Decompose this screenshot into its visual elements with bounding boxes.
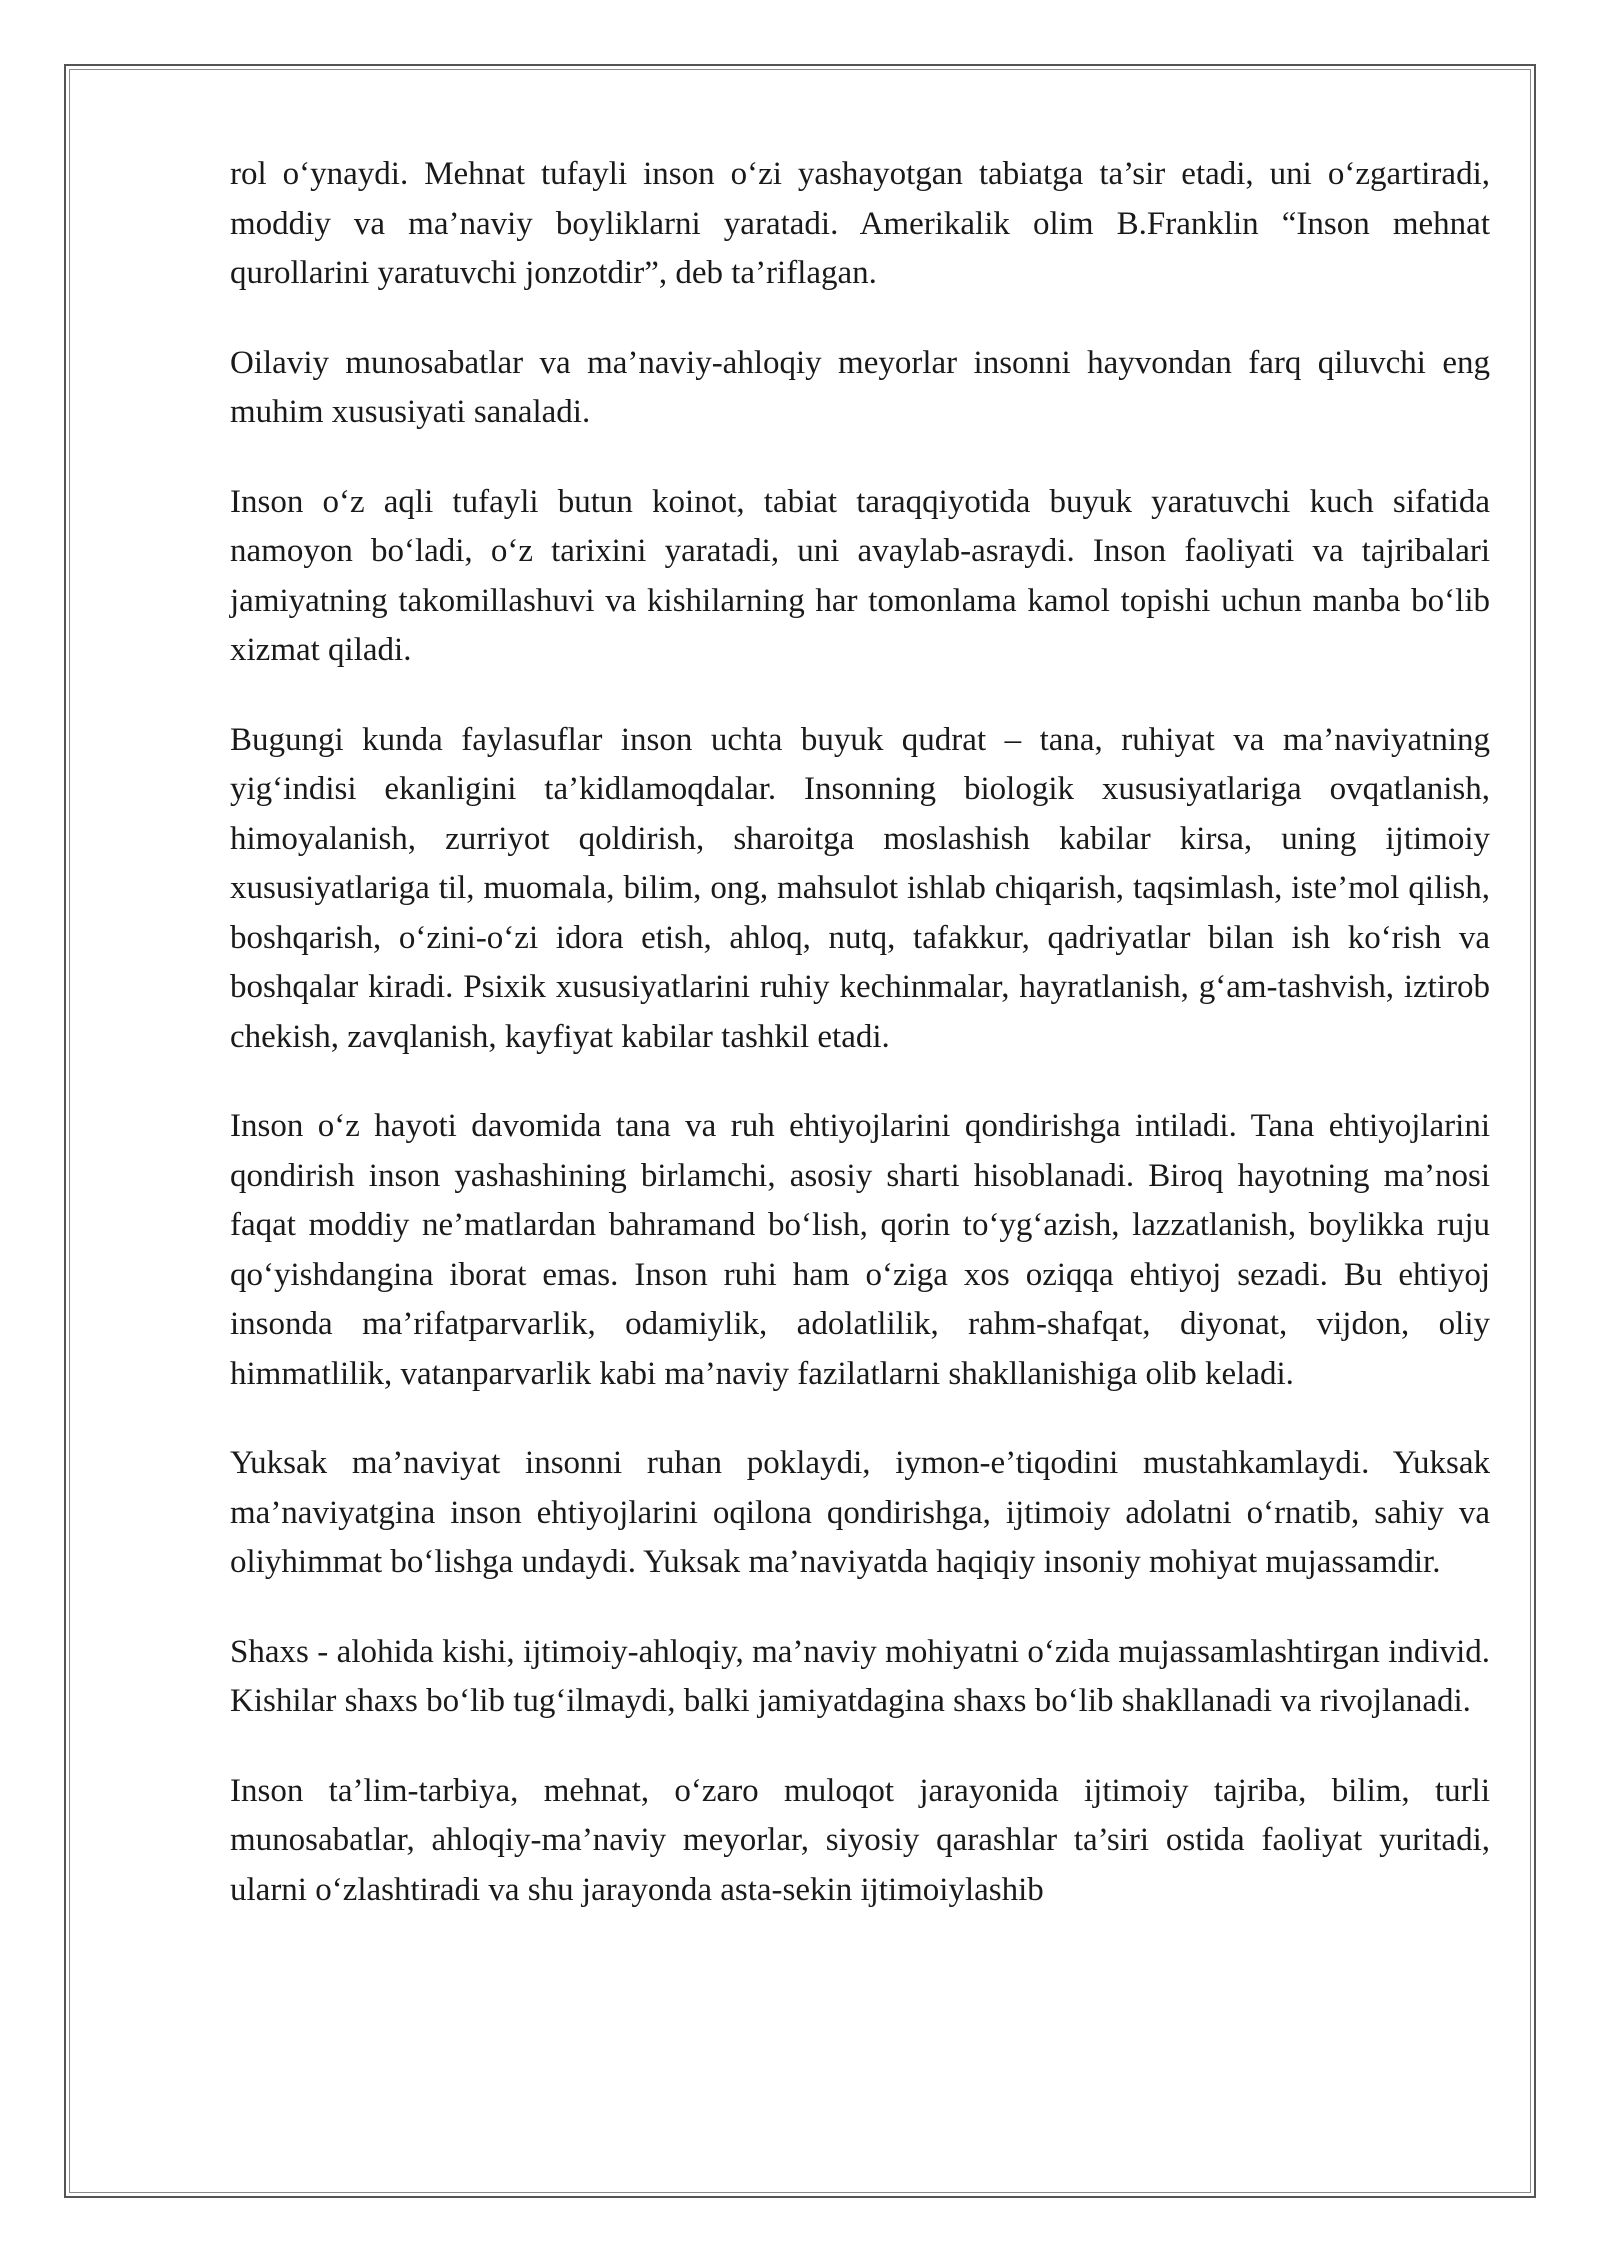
paragraph-3: Inson o‘z aqli tufayli butun koinot, tabiat taraqqiyotida buyuk yaratuvchi kuch sifatida namoyon bo‘ladi, o‘z tarixini yaratadi, uni avaylab-asraydi. Inson faoliyati va tajribalari jamiyatning takomillashuvi va kishilarning har tomonlama kamol topishi uchun manba bo‘lib xizmat qiladi. [230, 483, 1490, 668]
paragraph-1: rol o‘ynaydi. Mehnat tufayli inson o‘zi yashayotgan tabiatga ta’sir etadi, uni o‘zgartiradi, moddiy va ma’naviy boyliklarni yaratadi. Amerikalik olim B.Franklin “Inson mehnat qurollarini yaratuvchi jonzotdir”, deb ta’riflagan. [230, 156, 1490, 291]
paragraph-4: Bugungi kunda faylasuflar inson uchta buyuk qudrat – tana, ruhiyat va ma’naviyatning yig‘indisi ekanligini ta’kidlamoqdalar. Insonning biologik xususiyatlariga ovqatlanish, himoyalanish, zurriyot qoldirish, sharoitga moslashish kabilar kirsa, uning ijtimoiy xususiyatlariga til, muomala, bilim, ong, mahsulot ishlab chiqarish, taqsimlash, iste’mol qilish, boshqarish, o‘zini-o‘zi idora etish, ahloq, nutq, tafakkur, qadriyatlar bilan ish ko‘rish va boshqalar kiradi. Psixik xususiyatlarini ruhiy kechinmalar, hayratlanish, g‘am-tashvish, iztirob chekish, zavqlanish, kayfiyat kabilar tashkil etadi. [230, 721, 1490, 1055]
paragraph-6: Yuksak ma’naviyat insonni ruhan poklaydi, iymon-e’tiqodini mustahkamlaydi. Yuksak ma’naviyatgina inson ehtiyojlarini oqilona qondirishga, ijtimoiy adolatni o‘rnatib, sahiy va oliyhimmat bo‘lishga undaydi. Yuksak ma’naviyatda haqiqiy insoniy mohiyat mujassamdir. [230, 1445, 1490, 1580]
paragraph-2: Oilaviy munosabatlar va ma’naviy-ahloqiy meyorlar insonni hayvondan farq qiluvchi eng muhim xususiyati sanaladi. [230, 344, 1490, 430]
paragraph-7: Shaxs - alohida kishi, ijtimoiy-ahloqiy, ma’naviy mohiyatni o‘zida mujassamlashtirgan individ. Kishilar shaxs bo‘lib tug‘ilmaydi, balki jamiyatdagina shaxs bo‘lib shakllanadi va rivojlanadi. [230, 1633, 1490, 1719]
paragraph-8: Inson ta’lim-tarbiya, mehnat, o‘zaro muloqot jarayonida ijtimoiy tajriba, bilim, turli munosabatlar, ahloqiy-ma’naviy meyorlar, siyosiy qarashlar ta’siri ostida faoliyat yuritadi, ularni o‘zlashtiradi va shu jarayonda asta-sekin ijtimoiylashib [230, 1772, 1490, 1908]
document-body [230, 150, 1490, 1955]
paragraph-5: Inson o‘z hayoti davomida tana va ruh ehtiyojlarini qondirishga intiladi. Tana ehtiyojlarini qondirish inson yashashining birlamchi, asosiy sharti hisoblanadi. Biroq hayotning ma’nosi faqat moddiy ne’matlardan bahramand bo‘lish, qorin to‘yg‘azish, lazzatlanish, boylikka ruju qo‘yishdangina iborat emas. Inson ruhi ham o‘ziga xos oziqqa ehtiyoj sezadi. Bu ehtiyoj insonda ma’rifatparvarlik, odamiylik, adolatlilik, rahm-shafqat, diyonat, vijdon, oliy himmatlilik, vatanparvarlik kabi ma’naviy fazilatlarni shakllanishiga olib keladi. [230, 1108, 1490, 1392]
